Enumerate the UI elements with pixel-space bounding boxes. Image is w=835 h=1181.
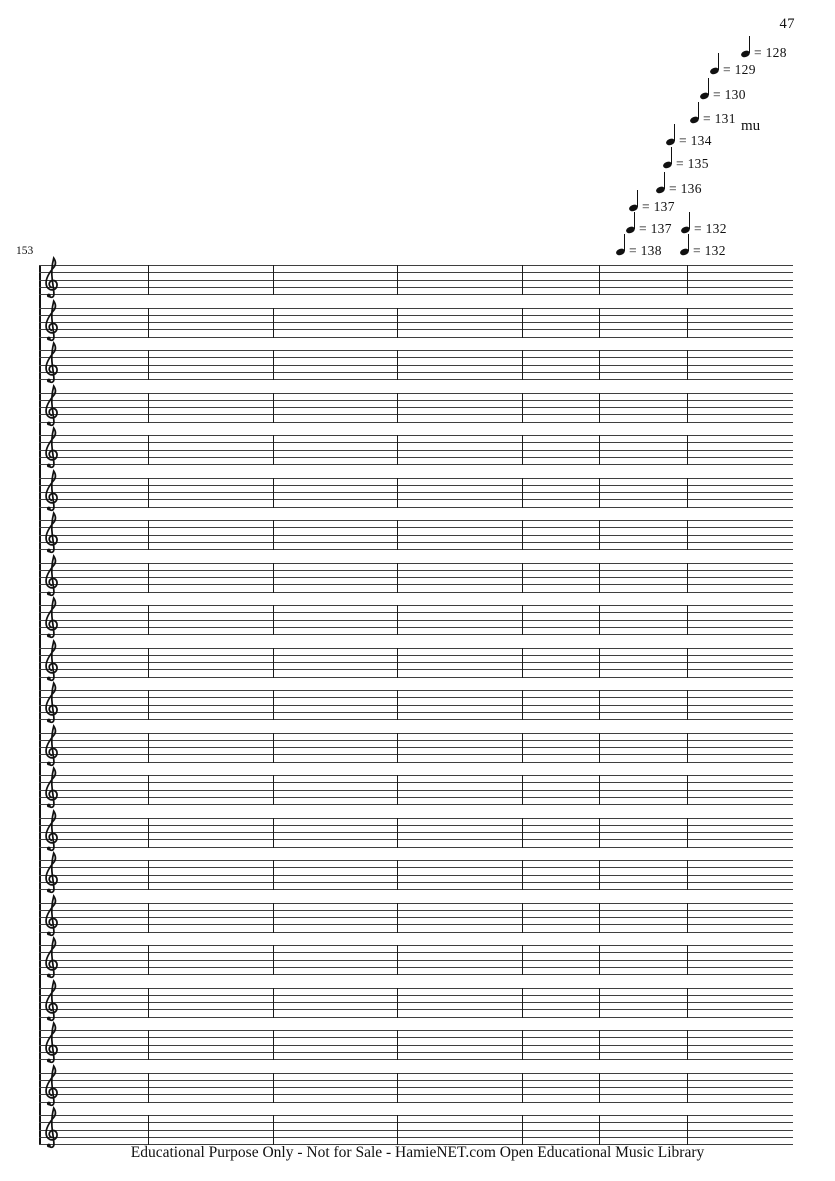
staff-line	[39, 762, 793, 763]
barline	[599, 435, 600, 465]
barline	[687, 903, 688, 933]
staff-line	[39, 747, 793, 748]
staff-line	[39, 542, 793, 543]
barline	[397, 265, 398, 295]
staff-line	[39, 790, 793, 791]
barline	[273, 1030, 274, 1060]
treble-clef-icon	[42, 722, 62, 769]
barline	[273, 775, 274, 805]
staff-line	[39, 903, 793, 904]
staff	[39, 775, 793, 805]
barline	[687, 775, 688, 805]
barline	[522, 350, 523, 380]
barline	[397, 435, 398, 465]
staff-line	[39, 705, 793, 706]
staff-line	[39, 1059, 793, 1060]
tempo-value: = 134	[679, 133, 712, 148]
barline	[599, 945, 600, 975]
barline	[148, 478, 149, 508]
barline	[148, 520, 149, 550]
barline	[687, 945, 688, 975]
staff-line	[39, 450, 793, 451]
staff-line	[39, 818, 793, 819]
barline	[273, 733, 274, 763]
treble-clef-icon	[42, 509, 62, 556]
barline	[687, 988, 688, 1018]
barline	[397, 1115, 398, 1145]
barline	[148, 690, 149, 720]
barline	[148, 435, 149, 465]
barline	[273, 945, 274, 975]
treble-clef-icon	[42, 977, 62, 1024]
staff-line	[39, 577, 793, 578]
treble-clef-icon	[42, 849, 62, 896]
barline	[599, 690, 600, 720]
staff	[39, 605, 793, 635]
staff	[39, 435, 793, 465]
staff	[39, 563, 793, 593]
staff-line	[39, 634, 793, 635]
treble-clef-icon	[42, 807, 62, 854]
staff-line	[39, 422, 793, 423]
barline	[273, 563, 274, 593]
staff-line	[39, 322, 793, 323]
barline	[599, 478, 600, 508]
staff-line	[39, 719, 793, 720]
barline	[522, 308, 523, 338]
staff-line	[39, 960, 793, 961]
barline	[273, 435, 274, 465]
treble-clef-icon	[42, 382, 62, 429]
treble-clef-icon	[42, 637, 62, 684]
barline	[687, 563, 688, 593]
staff	[39, 350, 793, 380]
staff-line	[39, 584, 793, 585]
staff-line	[39, 627, 793, 628]
barline	[148, 818, 149, 848]
barline	[522, 903, 523, 933]
barline	[148, 775, 149, 805]
barline	[522, 605, 523, 635]
barline	[522, 563, 523, 593]
barline	[522, 435, 523, 465]
staff-line	[39, 712, 793, 713]
treble-clef-icon	[42, 467, 62, 514]
staff	[39, 265, 793, 295]
staff-line	[39, 1002, 793, 1003]
staff-line	[39, 365, 793, 366]
staff-line	[39, 797, 793, 798]
staff	[39, 1115, 793, 1145]
treble-clef-icon	[42, 679, 62, 726]
staff-line	[39, 740, 793, 741]
staff-line	[39, 754, 793, 755]
barline	[273, 520, 274, 550]
staff-line	[39, 648, 793, 649]
barline	[148, 903, 149, 933]
barline	[273, 478, 274, 508]
barline	[397, 393, 398, 423]
barline	[397, 1073, 398, 1103]
staff-line	[39, 414, 793, 415]
staff-line	[39, 605, 793, 606]
barline	[522, 1115, 523, 1145]
staff-line	[39, 357, 793, 358]
tempo-value: = 129	[723, 62, 756, 77]
barline	[599, 1030, 600, 1060]
barline	[687, 350, 688, 380]
staff-line	[39, 1115, 793, 1116]
staff-line	[39, 294, 793, 295]
treble-clef-icon	[42, 424, 62, 471]
barline	[397, 860, 398, 890]
page-number: 47	[779, 16, 795, 32]
barline	[522, 988, 523, 1018]
barline	[687, 393, 688, 423]
staff-line	[39, 924, 793, 925]
barline	[599, 860, 600, 890]
barline	[687, 648, 688, 678]
barline	[599, 563, 600, 593]
barline	[522, 1073, 523, 1103]
staff-line	[39, 308, 793, 309]
staff-line	[39, 839, 793, 840]
staff-line	[39, 272, 793, 273]
staff-line	[39, 1137, 793, 1138]
staff-line	[39, 1080, 793, 1081]
staff-line	[39, 549, 793, 550]
staff-line	[39, 847, 793, 848]
staff-line	[39, 499, 793, 500]
barline	[148, 733, 149, 763]
barline	[522, 690, 523, 720]
barline	[599, 605, 600, 635]
staff-line	[39, 329, 793, 330]
barline	[148, 860, 149, 890]
barline	[687, 435, 688, 465]
treble-clef-icon	[42, 339, 62, 386]
staff-line	[39, 669, 793, 670]
barline	[599, 818, 600, 848]
barline	[687, 1073, 688, 1103]
treble-clef-icon	[42, 764, 62, 811]
staff-line	[39, 407, 793, 408]
tempo-value: = 128	[754, 45, 787, 60]
staff-line	[39, 1087, 793, 1088]
staff-line	[39, 442, 793, 443]
barline	[148, 1115, 149, 1145]
treble-clef-icon	[42, 297, 62, 344]
staff-line	[39, 337, 793, 338]
staff-line	[39, 662, 793, 663]
barline	[273, 860, 274, 890]
barline	[687, 1115, 688, 1145]
barline	[148, 393, 149, 423]
staff-line	[39, 917, 793, 918]
barline	[522, 648, 523, 678]
staff-line	[39, 782, 793, 783]
staff-line	[39, 1130, 793, 1131]
staff	[39, 733, 793, 763]
staff-line	[39, 393, 793, 394]
barline	[397, 775, 398, 805]
barline	[273, 605, 274, 635]
barline	[599, 350, 600, 380]
staff	[39, 903, 793, 933]
barline	[397, 1030, 398, 1060]
staff-line	[39, 775, 793, 776]
barline	[687, 478, 688, 508]
barline	[273, 265, 274, 295]
barline	[522, 478, 523, 508]
staff-line	[39, 974, 793, 975]
staff	[39, 1073, 793, 1103]
staff-line	[39, 882, 793, 883]
barline	[397, 945, 398, 975]
staff-line	[39, 1030, 793, 1031]
staff-line	[39, 1122, 793, 1123]
staff-line	[39, 945, 793, 946]
barline	[599, 520, 600, 550]
barline	[599, 393, 600, 423]
staff	[39, 945, 793, 975]
staff-line	[39, 478, 793, 479]
tempo-value: = 131	[703, 111, 736, 126]
staff-line	[39, 1102, 793, 1103]
barline	[687, 308, 688, 338]
barline	[148, 945, 149, 975]
tempo-value: = 132	[693, 243, 726, 258]
barline	[522, 265, 523, 295]
barline	[273, 393, 274, 423]
staff-line	[39, 570, 793, 571]
text-annotation: mu	[741, 118, 761, 134]
barline	[397, 818, 398, 848]
tempo-value: = 130	[713, 87, 746, 102]
staff-line	[39, 612, 793, 613]
staff-line	[39, 1094, 793, 1095]
staff-line	[39, 932, 793, 933]
barline	[148, 265, 149, 295]
staff-line	[39, 804, 793, 805]
barline	[397, 988, 398, 1018]
barline	[273, 350, 274, 380]
staff-line	[39, 952, 793, 953]
barline	[599, 733, 600, 763]
barline	[599, 1073, 600, 1103]
barline	[397, 563, 398, 593]
staff-line	[39, 655, 793, 656]
staff-line	[39, 485, 793, 486]
barline	[522, 520, 523, 550]
barline	[397, 478, 398, 508]
barline	[148, 1073, 149, 1103]
barline	[273, 308, 274, 338]
treble-clef-icon	[42, 254, 62, 301]
barline	[273, 648, 274, 678]
staff	[39, 1030, 793, 1060]
barline	[397, 733, 398, 763]
barline	[273, 903, 274, 933]
barline	[687, 265, 688, 295]
tempo-value: = 137	[639, 221, 672, 236]
tempo-value: = 135	[676, 156, 709, 171]
barline	[273, 988, 274, 1018]
staff-line	[39, 1009, 793, 1010]
barline	[273, 690, 274, 720]
staff-line	[39, 457, 793, 458]
staff-line	[39, 733, 793, 734]
staff-line	[39, 492, 793, 493]
barline	[148, 308, 149, 338]
staff-line	[39, 867, 793, 868]
staff-line	[39, 697, 793, 698]
barline	[687, 860, 688, 890]
staff-line	[39, 435, 793, 436]
treble-clef-icon	[42, 934, 62, 981]
tempo-value: = 137	[642, 199, 675, 214]
staff-line	[39, 527, 793, 528]
barline	[397, 308, 398, 338]
barline	[522, 945, 523, 975]
treble-clef-icon	[42, 1019, 62, 1066]
barline	[599, 265, 600, 295]
barline	[273, 1115, 274, 1145]
treble-clef-icon	[42, 1062, 62, 1109]
tempo-value: = 136	[669, 181, 702, 196]
footer-text: Educational Purpose Only - Not for Sale - HamieNET.com Open Educational Music Library	[130, 1144, 705, 1161]
barline	[397, 350, 398, 380]
staff	[39, 478, 793, 508]
tempo-value: = 132	[694, 221, 727, 236]
barline	[599, 648, 600, 678]
staff-line	[39, 690, 793, 691]
staff-line	[39, 520, 793, 521]
staff-line	[39, 1073, 793, 1074]
barline	[687, 605, 688, 635]
staff-line	[39, 507, 793, 508]
staff	[39, 308, 793, 338]
barline	[599, 1115, 600, 1145]
staff	[39, 393, 793, 423]
barline	[687, 520, 688, 550]
barline	[522, 860, 523, 890]
barline	[522, 393, 523, 423]
tempo-value: = 138	[629, 243, 662, 258]
staff-line	[39, 535, 793, 536]
barline	[687, 818, 688, 848]
barline	[148, 1030, 149, 1060]
barline	[599, 988, 600, 1018]
staff-line	[39, 287, 793, 288]
staff-line	[39, 1017, 793, 1018]
measure-number: 153	[16, 245, 34, 257]
barline	[397, 605, 398, 635]
barline	[148, 563, 149, 593]
staff-line	[39, 280, 793, 281]
treble-clef-icon	[42, 594, 62, 641]
staff-line	[39, 825, 793, 826]
barline	[273, 1073, 274, 1103]
treble-clef-icon	[42, 892, 62, 939]
staff-line	[39, 1045, 793, 1046]
barline	[397, 520, 398, 550]
barline	[522, 775, 523, 805]
barline	[148, 648, 149, 678]
barline	[599, 308, 600, 338]
staff-line	[39, 315, 793, 316]
staff-line	[39, 1037, 793, 1038]
staff-line	[39, 464, 793, 465]
staff-line	[39, 860, 793, 861]
staff-line	[39, 995, 793, 996]
staff-line	[39, 379, 793, 380]
staff-line	[39, 265, 793, 266]
staff-line	[39, 988, 793, 989]
staff-line	[39, 889, 793, 890]
staff-line	[39, 875, 793, 876]
staff	[39, 520, 793, 550]
staff-line	[39, 592, 793, 593]
barline	[148, 988, 149, 1018]
staff-line	[39, 563, 793, 564]
staff-line	[39, 372, 793, 373]
barline	[687, 1030, 688, 1060]
barline	[397, 648, 398, 678]
staff	[39, 818, 793, 848]
barline	[599, 775, 600, 805]
staff-line	[39, 677, 793, 678]
barline	[599, 903, 600, 933]
staff-line	[39, 400, 793, 401]
barline	[522, 818, 523, 848]
staff-line	[39, 832, 793, 833]
barline	[397, 690, 398, 720]
staff	[39, 690, 793, 720]
barline	[522, 1030, 523, 1060]
staff-line	[39, 967, 793, 968]
staff	[39, 648, 793, 678]
barline	[687, 690, 688, 720]
barline	[273, 818, 274, 848]
staff	[39, 988, 793, 1018]
barline	[148, 605, 149, 635]
treble-clef-icon	[42, 552, 62, 599]
staff-line	[39, 910, 793, 911]
barline	[522, 733, 523, 763]
barline	[687, 733, 688, 763]
barline	[397, 903, 398, 933]
barline	[148, 350, 149, 380]
staff-line	[39, 350, 793, 351]
staff-line	[39, 620, 793, 621]
staff	[39, 860, 793, 890]
staff-line	[39, 1052, 793, 1053]
